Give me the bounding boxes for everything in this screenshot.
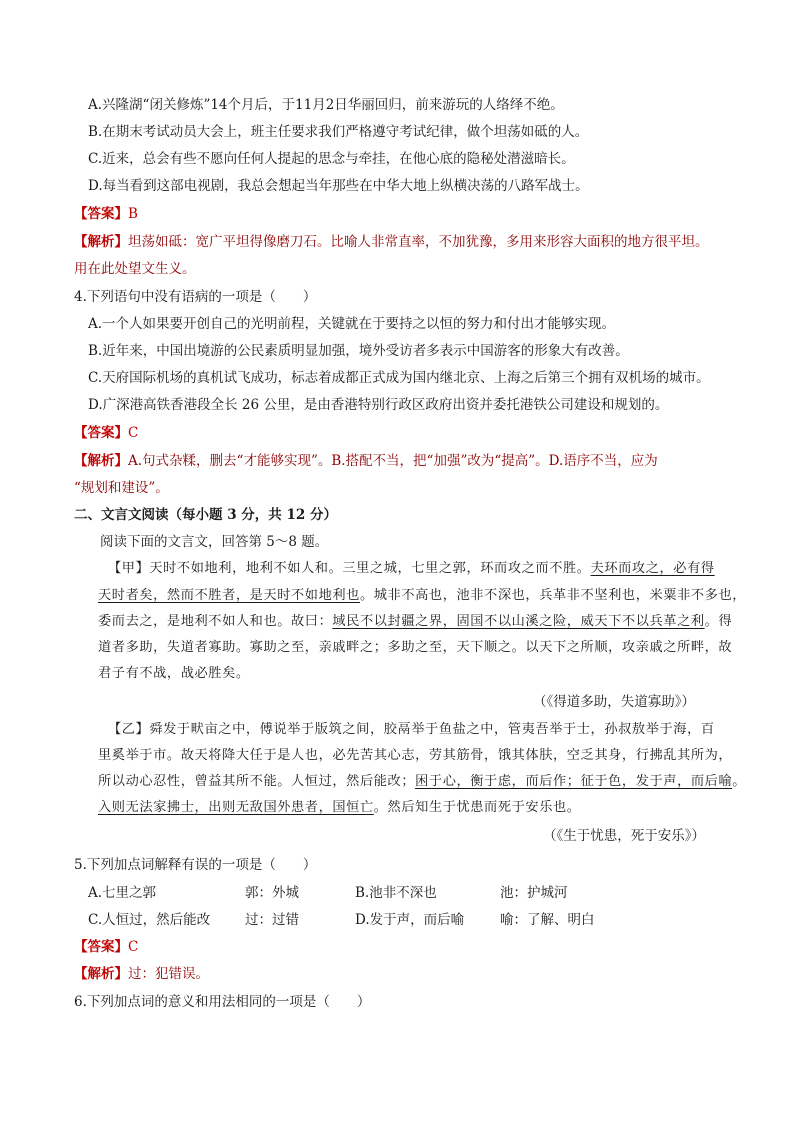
q3-analysis (74, 232, 709, 252)
q5-option-b-def: 池：护城河 (500, 885, 568, 901)
analysis-text: 过：犯错误。 (128, 966, 209, 982)
passage-b-line-4: 入则无法家拂士，出则无敌国外患者，国恒亡。然后知生于忧患而死于安乐也。 (98, 800, 581, 815)
q3-option-c: C.近来，总会有些不愿向任何人提起的思念与牵挂，在他心底的隐秘处潜滋暗长。 (88, 151, 575, 167)
q3-analysis-cont: 用在此处望文生义。 (74, 261, 196, 277)
answer-value: C (128, 939, 139, 955)
analysis-text: A.句式杂糅，删去“才能够实现”。B.搭配不当，把“加强”改为“提高”。D.语序不当，应为 (128, 453, 658, 469)
analysis-tag: 【解析】 (74, 966, 128, 982)
q5-stem: 5.下列加点词解释有误的一项是（ ） (74, 857, 317, 873)
q3-option-a: A.兴隆湖“闭关修炼”14个月后，于11月2日华丽回归，前来游玩的人络绎不绝。 (88, 97, 564, 113)
q4-stem: 4.下列语句中没有语病的一项是（ ） (74, 289, 317, 305)
q5-option-a: A.七里之郭 (88, 885, 157, 901)
q5-option-b: B.池非不深也 (355, 885, 437, 901)
answer-tag: 【答案】 (74, 425, 128, 441)
passage-a-line-5: 君子有不战，战必胜矣。 (98, 666, 250, 681)
analysis-text: 坦荡如砥：宽广平坦得像磨刀石。比喻人非常直率，不加犹豫，多用来形容大面积的地方很平坦。 (128, 234, 709, 250)
q5-option-d-def: 喻：了解、明白 (500, 912, 595, 928)
q5-option-c-def: 过：过错 (245, 912, 299, 928)
section-title: 二、文言文阅读（每小题 3 分，共 12 分） (74, 507, 337, 523)
passage-b-line-2: 里奚举于市。故天将降大任于是人也，必先苦其心志，劳其筋骨，饿其体肤，空乏其身，行拂乱其所为， (98, 748, 733, 763)
q5-option-a-def: 郭：外城 (245, 885, 299, 901)
passage-b-line-1: 【乙】舜发于畎亩之中，傅说举于版筑之间，胶鬲举于鱼盐之中，管夷吾举于士，孙叔敖举于海，百 (108, 722, 715, 737)
section-intro: 阅读下面的文言文，回答第 5～8 题。 (100, 534, 329, 550)
passage-a-line-3: 委而去之，是地利不如人和也。故曰：域民不以封疆之界，固国不以山溪之险，威天下不以兵革之利。得 (98, 614, 733, 629)
passage-a-line-1: 【甲】天时不如地利，地利不如人和。三里之城，七里之郭，环而攻之而不胜。夫环而攻之，必有得 (108, 561, 715, 576)
q4-analysis-cont: “规划和建设”。 (74, 480, 169, 496)
q5-analysis (74, 964, 209, 984)
passage-b-source: （《生于忧患，死于安乐》） (543, 828, 705, 844)
q4-option-d: D.广深港高铁香港段全长 26 公里，是由香港特别行政区政府出资并委托港铁公司建设和规划的。 (88, 397, 669, 413)
q3-option-b: B.在期末考试动员大会上，班主任要求我们严格遵守考试纪律，做个坦荡如砥的人。 (88, 124, 589, 140)
passage-a-line-2: 天时者矣，然而不胜者，是天时不如地利也。城非不高也，池非不深也，兵革非不坚利也，米粟非不多也， (98, 588, 747, 603)
passage-a-line-4: 道者多助，失道者寡助。寡助之至，亲戚畔之；多助之至，天下顺之。以天下之所顺，攻亲戚之所畔，故 (98, 640, 733, 655)
q5-answer (74, 937, 138, 957)
answer-tag: 【答案】 (74, 206, 128, 222)
passage-a-source: （《得道多助，失道寡助》） (533, 694, 695, 710)
passage-b-line-3: 所以动心忍性，曾益其所不能。人恒过，然后能改；困于心，衡于虑，而后作；征于色，发于声，而后喻。 (98, 774, 747, 789)
q3-option-d: D.每当看到这部电视剧，我总会想起当年那些在中华大地上纵横决荡的八路军战士。 (88, 178, 589, 194)
answer-value: C (128, 425, 139, 441)
q4-analysis (74, 451, 658, 471)
answer-value: B (128, 206, 138, 222)
answer-tag: 【答案】 (74, 939, 128, 955)
q6-stem: 6.下列加点词的意义和用法相同的一项是（ ） (74, 994, 371, 1010)
q3-answer (74, 204, 138, 224)
q4-option-b: B.近年来，中国出境游的公民素质明显加强，境外受访者多表示中国游客的形象大有改善。 (88, 343, 629, 359)
q5-option-d: D.发于声，而后喻 (355, 912, 465, 928)
q5-option-c: C.人恒过，然后能改 (88, 912, 211, 928)
q4-option-a: A.一个人如果要开创自己的光明前程，关键就在于要持之以恒的努力和付出才能够实现。 (88, 316, 616, 332)
analysis-tag: 【解析】 (74, 453, 128, 469)
q4-option-c: C.天府国际机场的真机试飞成功，标志着成都正式成为国内继北京、上海之后第三个拥有双机场的城市。 (88, 370, 710, 386)
q4-answer (74, 423, 138, 443)
analysis-tag: 【解析】 (74, 234, 128, 250)
